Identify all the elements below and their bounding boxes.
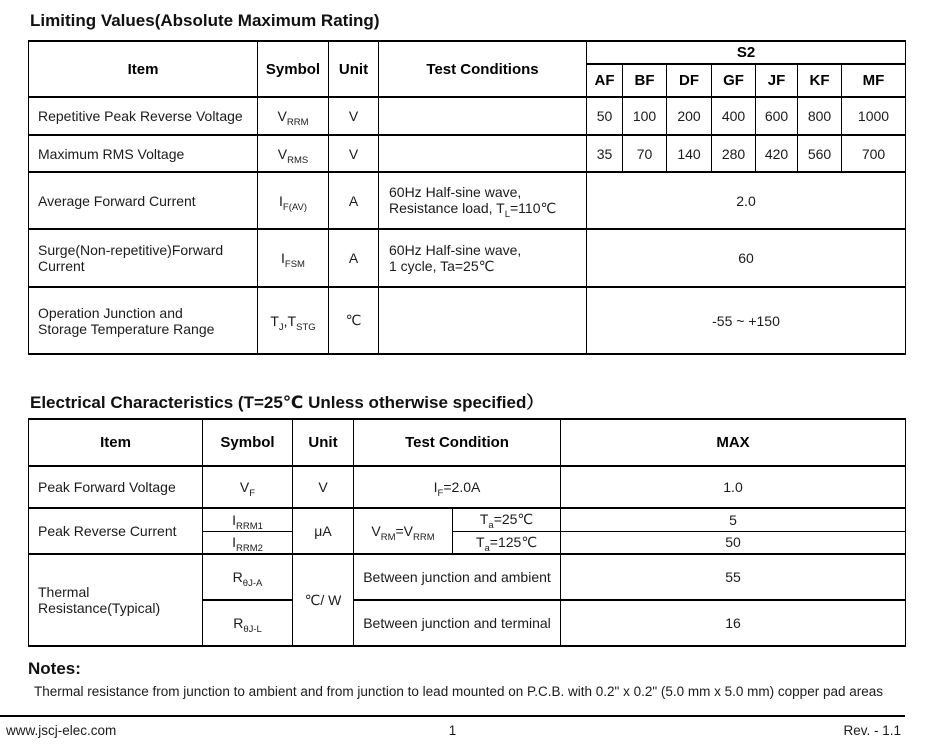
lt-test-ifsm: 60Hz Half-sine wave, 1 cycle, Ta=25℃ — [379, 229, 587, 287]
lt-header-item: Item — [29, 41, 258, 97]
et-symbol-vf: $V_F$ — [203, 466, 293, 508]
table-row — [29, 229, 906, 287]
lt-unit-ifav: A — [329, 172, 379, 229]
lt-value-tjtstg: -55 ~ +150 — [587, 287, 906, 354]
lt-unit-vrms: V — [329, 135, 379, 172]
page-footer — [0, 715, 905, 738]
et-item-rth: Thermal Resistance(Typical) — [29, 554, 203, 646]
et-item-vf: Peak Forward Voltage — [29, 466, 203, 508]
lt-header-type-af: AF — [587, 64, 623, 97]
table-row — [29, 135, 906, 172]
table-row — [29, 97, 906, 135]
et-unit-vf: V — [293, 466, 354, 508]
et-unit-rth: ℃/ W — [293, 554, 354, 646]
lt-unit-ifsm: A — [329, 229, 379, 287]
et-max-vf: 1.0 — [561, 466, 906, 508]
et-symbol-rthja: $R_{\theta J-A}$ — [203, 554, 293, 600]
table-row — [29, 466, 906, 508]
lt-header-unit: Unit — [329, 41, 379, 97]
et-item-irrm: Peak Reverse Current — [29, 508, 203, 554]
et-cond-rthjl: Between junction and terminal — [354, 600, 561, 646]
footer-website: www.jscj-elec.com — [6, 723, 117, 738]
footer-revision: Rev. - 1.1 — [843, 723, 901, 738]
et-cond-rthja: Between junction and ambient — [354, 554, 561, 600]
lt-value-ifsm: 60 — [587, 229, 906, 287]
lt-value-vrrm-kf: 800 — [798, 97, 842, 135]
lt-header-type-kf: KF — [798, 64, 842, 97]
et-test-vf: $I_F=2.0A$ — [354, 466, 561, 508]
lt-value-vrrm-mf: 1000 — [842, 97, 906, 135]
lt-item-tjtstg: Operation Junction and Storage Temperature Range — [29, 287, 258, 354]
table-row — [29, 508, 906, 531]
et-header-test-condition: Test Condition — [354, 419, 561, 466]
lt-value-vrms-af: 35 — [587, 135, 623, 172]
lt-symbol-ifav: $I_{F(AV)}$ — [258, 172, 329, 229]
lt-symbol-ifsm: $I_{FSM}$ — [258, 229, 329, 287]
electrical-characteristics-table — [28, 418, 906, 647]
lt-header-type-mf: MF — [842, 64, 906, 97]
et-cond-irrm1: $T_a=25℃$ — [453, 508, 561, 531]
et-symbol-rthjl: $R_{\theta J-L}$ — [203, 600, 293, 646]
et-max-irrm2: 50 — [561, 531, 906, 554]
lt-header-series-s2: S2 — [587, 41, 906, 64]
lt-test-vrms — [379, 135, 587, 172]
table-row — [29, 287, 906, 354]
lt-symbol-vrrm: $V_{RRM}$ — [258, 97, 329, 135]
et-symbol-irrm1: $I_{RRM1}$ — [203, 508, 293, 531]
lt-value-ifav: 2.0 — [587, 172, 906, 229]
lt-header-symbol: Symbol — [258, 41, 329, 97]
et-header-symbol: Symbol — [203, 419, 293, 466]
lt-unit-tjtstg: ℃ — [329, 287, 379, 354]
limiting-values-table — [28, 40, 906, 355]
lt-header-type-bf: BF — [623, 64, 667, 97]
table-row — [29, 172, 906, 229]
et-test-irrm: $V_{RM}=V_{RRM}$ — [354, 508, 453, 554]
lt-value-vrrm-df: 200 — [667, 97, 712, 135]
lt-symbol-vrms: $V_{RMS}$ — [258, 135, 329, 172]
lt-value-vrms-mf: 700 — [842, 135, 906, 172]
lt-header-test-conditions: Test Conditions — [379, 41, 587, 97]
lt-value-vrms-bf: 70 — [623, 135, 667, 172]
lt-test-ifav: 60Hz Half-sine wave, Resistance load, $T_L=110℃$ — [379, 172, 587, 229]
lt-item-vrms: Maximum RMS Voltage — [29, 135, 258, 172]
lt-header-type-gf: GF — [712, 64, 756, 97]
notes-title: Notes: — [28, 659, 81, 678]
lt-value-vrms-jf: 420 — [756, 135, 798, 172]
et-max-irrm1: 5 — [561, 508, 906, 531]
lt-value-vrrm-jf: 600 — [756, 97, 798, 135]
lt-value-vrrm-bf: 100 — [623, 97, 667, 135]
et-header-unit: Unit — [293, 419, 354, 466]
lt-item-vrrm: Repetitive Peak Reverse Voltage — [29, 97, 258, 135]
et-cond-irrm2: $T_a=125℃$ — [453, 531, 561, 554]
et-header-max: MAX — [561, 419, 906, 466]
lt-value-vrms-gf: 280 — [712, 135, 756, 172]
lt-value-vrms-kf: 560 — [798, 135, 842, 172]
et-unit-irrm: μA — [293, 508, 354, 554]
limiting-values-title: Limiting Values(Absolute Maximum Rating) — [30, 11, 380, 30]
electrical-characteristics-title: Electrical Characteristics (T=25℃ Unless otherwise specified） — [30, 393, 544, 412]
lt-value-vrrm-gf: 400 — [712, 97, 756, 135]
et-symbol-irrm2: $I_{RRM2}$ — [203, 531, 293, 554]
lt-test-tjtstg — [379, 287, 587, 354]
lt-item-ifav: Average Forward Current — [29, 172, 258, 229]
notes-text: Thermal resistance from junction to ambient and from junction to lead mounted on P.C.B. with 0.2" x 0.2" (5.0 mm x 5.0 mm) copper pad areas — [34, 684, 883, 699]
et-max-rthjl: 16 — [561, 600, 906, 646]
lt-symbol-tjtstg: $T_J,T_{STG}$ — [258, 287, 329, 354]
et-header-item: Item — [29, 419, 203, 466]
lt-header-type-jf: JF — [756, 64, 798, 97]
lt-test-vrrm — [379, 97, 587, 135]
lt-value-vrrm-af: 50 — [587, 97, 623, 135]
lt-value-vrms-df: 140 — [667, 135, 712, 172]
footer-page-number: 1 — [448, 723, 457, 738]
et-max-rthja: 55 — [561, 554, 906, 600]
table-row — [29, 554, 906, 600]
lt-header-type-df: DF — [667, 64, 712, 97]
lt-unit-vrrm: V — [329, 97, 379, 135]
lt-item-ifsm: Surge(Non-repetitive)Forward Current — [29, 229, 258, 287]
